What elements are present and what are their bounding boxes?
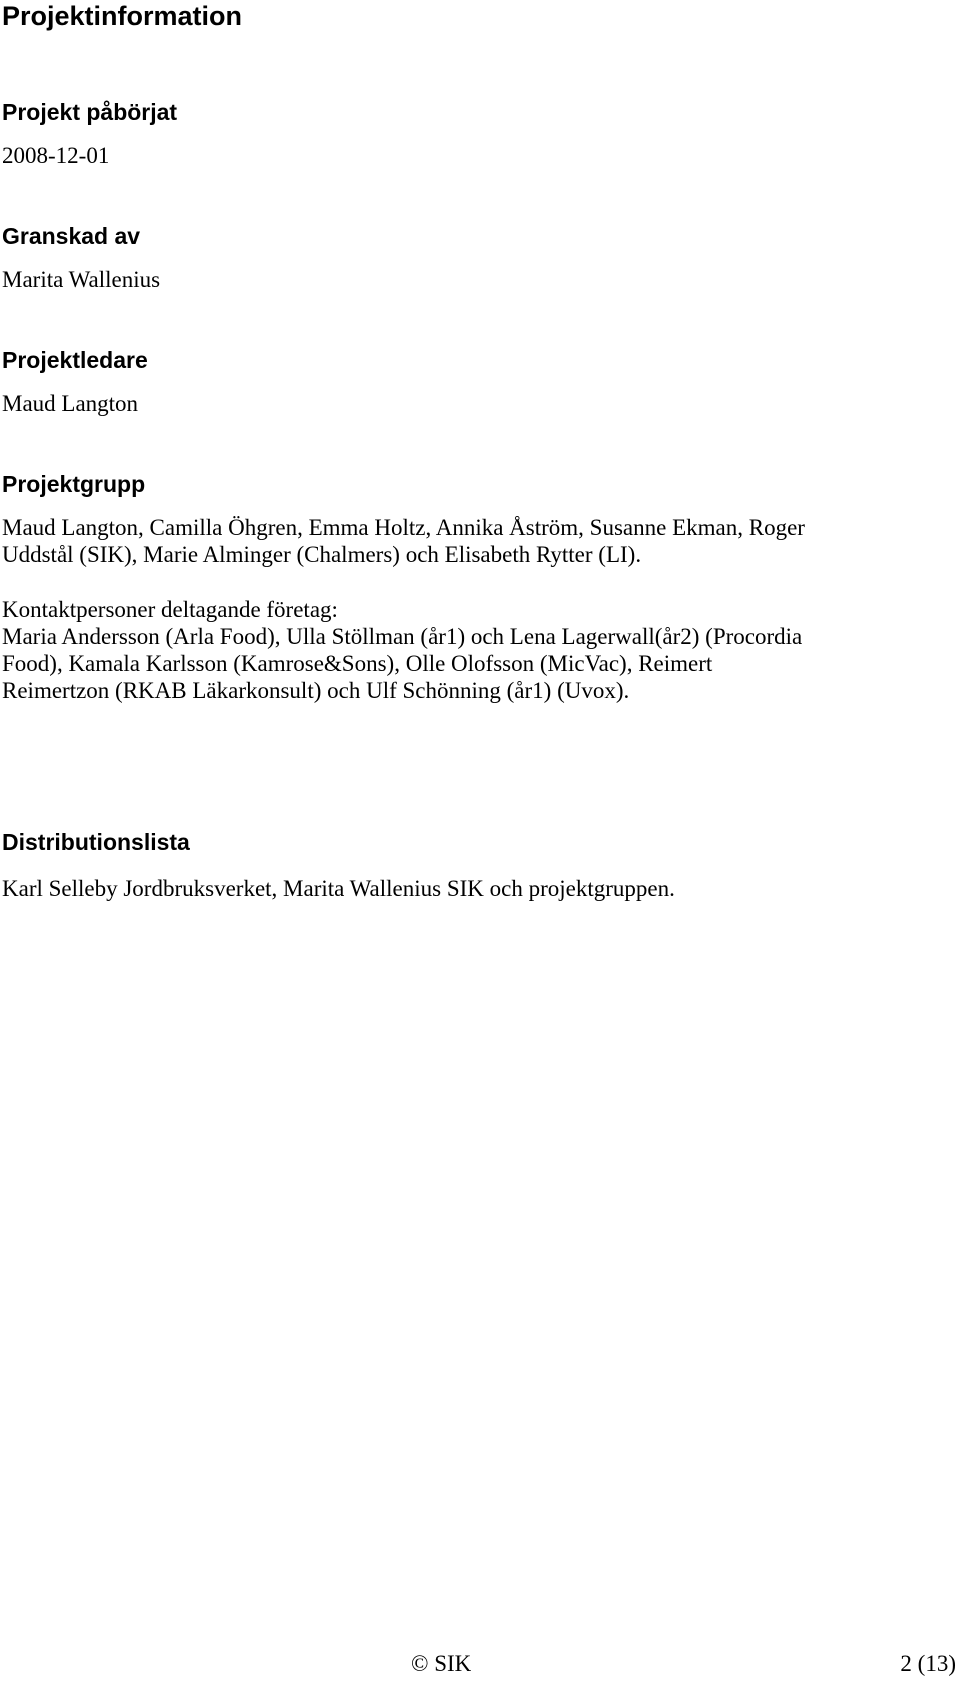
reviewer-name: Marita Wallenius (2, 267, 161, 292)
text-line: Uddstål (SIK), Marie Alminger (Chalmers) och Elisabeth Rytter (LI). (2, 542, 642, 567)
text-line: Food), Kamala Karlsson (Kamrose&Sons), Olle Olofsson (MicVac), Reimert (2, 651, 713, 676)
footer-page-number: 2 (13) (900, 1651, 956, 1676)
heading-reviewed-by: Granskad av (2, 223, 141, 249)
text-line: Reimertzon (RKAB Läkarkonsult) och Ulf Schönning (år1) (Uvox). (2, 678, 630, 703)
project-start-date: 2008-12-01 (2, 143, 110, 168)
footer-copyright: © SIK (411, 1651, 472, 1676)
page-title: Projektinformation (2, 1, 243, 31)
project-leader-name: Maud Langton (2, 391, 139, 416)
text-line: Maud Langton, Camilla Öhgren, Emma Holtz, Annika Åström, Susanne Ekman, Roger (2, 515, 805, 540)
heading-project-started: Projekt påbörjat (2, 99, 178, 125)
text-line: Maria Andersson (Arla Food), Ulla Stöllman (år1) och Lena Lagerwall(år2) (Procordia (2, 624, 803, 649)
project-group-members (2, 514, 958, 568)
distribution-list: Karl Selleby Jordbruksverket, Marita Wallenius SIK och projektgruppen. (2, 876, 675, 901)
heading-project-group: Projektgrupp (2, 471, 146, 497)
heading-distribution: Distributionslista (2, 829, 190, 855)
heading-project-leader: Projektledare (2, 347, 148, 373)
contacts-label: Kontaktpersoner deltagande företag: (2, 597, 338, 622)
contact-persons (2, 623, 958, 704)
